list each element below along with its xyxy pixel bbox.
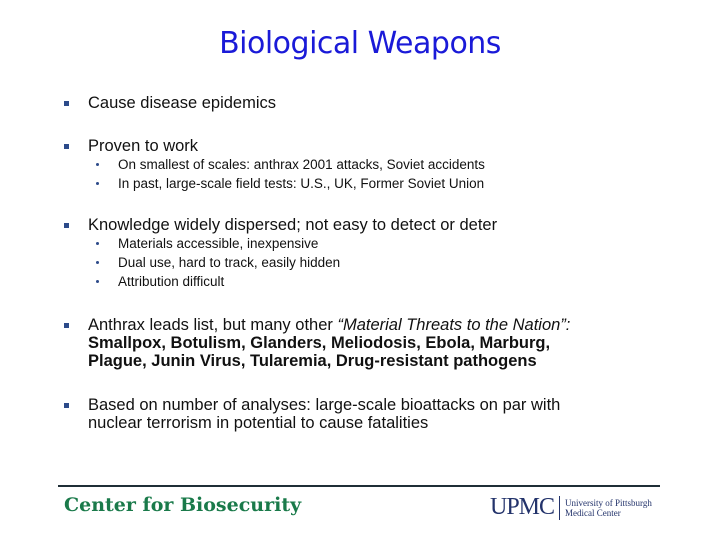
bullet-material-threats — [64, 316, 684, 370]
upmc-logo — [490, 494, 652, 521]
slide-title: Biological Weapons — [219, 26, 501, 61]
bullet-text — [88, 316, 684, 370]
round-bullet-icon — [96, 242, 99, 245]
bullet-text: Knowledge widely dispersed; not easy to detect or deter — [88, 216, 498, 234]
round-bullet-icon — [96, 182, 99, 185]
sub-bullet-text: Dual use, hard to track, easily hidden — [118, 255, 341, 270]
sub-bullet — [118, 272, 684, 291]
round-bullet-icon — [96, 261, 99, 264]
square-bullet-icon — [64, 144, 69, 149]
bullet-text — [88, 396, 684, 432]
sub-bullet — [118, 155, 684, 174]
upmc-name-line-1: University of Pittsburgh — [565, 497, 652, 508]
sub-bullet-text: On smallest of scales: anthrax 2001 attacks, Soviet accidents — [118, 157, 485, 172]
pathogen-list-line-1: Smallpox, Botulism, Glanders, Meliodosis, Ebola, Marburg, — [88, 334, 551, 352]
pathogen-list-line-2: Plague, Junin Virus, Tularemia, Drug-resistant pathogens — [88, 352, 537, 370]
upmc-full-name — [565, 498, 652, 518]
bullet-based-on-analyses — [64, 396, 684, 432]
bullet-cause-epidemics — [64, 94, 684, 112]
bullet-text-lead: Anthrax leads list, but many other — [88, 316, 338, 334]
sub-bullet-text: Attribution difficult — [118, 274, 225, 289]
footer-divider — [58, 485, 660, 487]
bullet-proven-to-work — [64, 137, 684, 193]
square-bullet-icon — [64, 323, 69, 328]
bullet-knowledge-dispersed — [64, 216, 684, 291]
sub-bullet-text: Materials accessible, inexpensive — [118, 236, 319, 251]
square-bullet-icon — [64, 223, 69, 228]
upmc-brand-text: UPMC — [490, 494, 555, 520]
bullet-text: Proven to work — [88, 137, 199, 155]
bullet-text-italic: “Material Threats to the Nation”: — [337, 316, 571, 334]
bullet-text-line-1: Based on number of analyses: large-scale bioattacks on par with — [88, 396, 561, 414]
upmc-name-line-2: Medical Center — [565, 507, 621, 518]
sub-bullet — [118, 253, 684, 272]
round-bullet-icon — [96, 280, 99, 283]
sub-bullet — [118, 174, 684, 193]
square-bullet-icon — [64, 403, 69, 408]
bullet-text-line-2: nuclear terrorism in potential to cause fatalities — [88, 414, 429, 432]
logo-separator — [559, 496, 560, 520]
round-bullet-icon — [96, 163, 99, 166]
bullet-text: Cause disease epidemics — [88, 94, 277, 112]
square-bullet-icon — [64, 101, 69, 106]
sub-bullet-text: In past, large-scale field tests: U.S., UK, Former Soviet Union — [118, 176, 485, 191]
sub-bullet — [118, 234, 684, 253]
center-for-biosecurity-logo: Center for Biosecurity — [64, 494, 302, 516]
